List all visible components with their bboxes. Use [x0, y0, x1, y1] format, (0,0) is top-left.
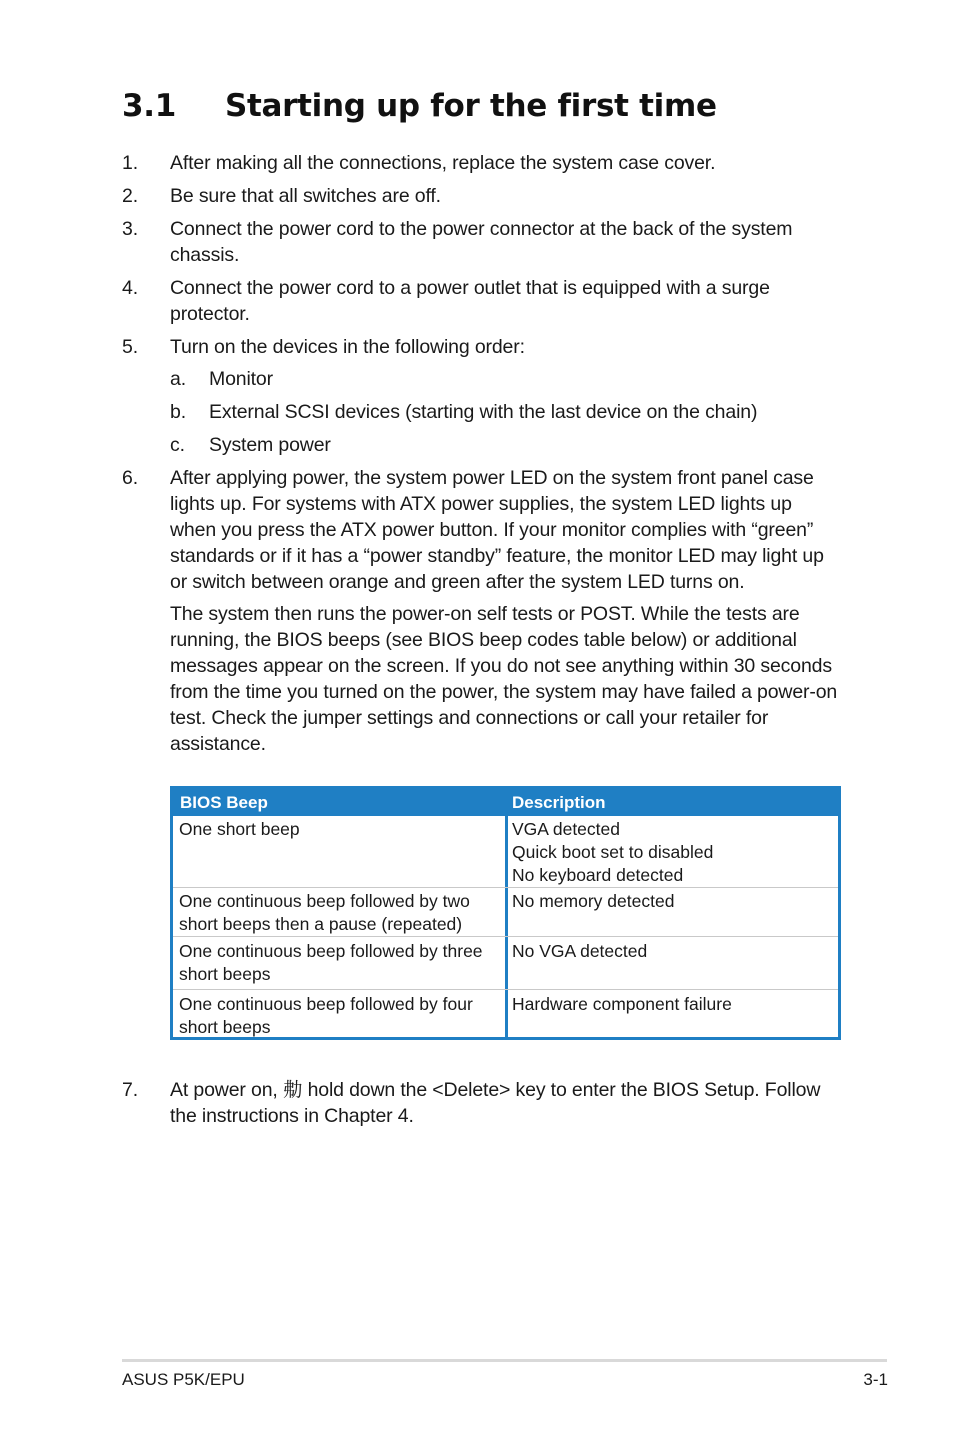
row-divider: [173, 989, 838, 990]
step-number: 3.: [122, 218, 138, 240]
step-text: After applying power, the system power LED on the system front panel case lights up. For systems with ATX power supplies, the system LED lights up when you press the ATX power button. If your monitor complies with “green” standards or if it has a “power standby” feature, the monitor LED may light up or switch between orange and green after the system LED turns on.: [170, 467, 824, 593]
step-text: After making all the connections, replace the system case cover.: [170, 152, 716, 174]
footer-page-number: 3-1: [863, 1370, 888, 1389]
step-number: 4.: [122, 277, 138, 299]
section-heading: Starting up for the first time: [225, 88, 717, 124]
column-divider: [505, 816, 508, 1040]
table-header: [173, 789, 838, 816]
step-text: Be sure that all switches are off.: [170, 185, 441, 207]
step-text: At power on, 㔗 hold down the <Delete> key to enter the BIOS Setup. Follow the instructions in Chapter 4.: [170, 1079, 821, 1127]
row-divider: [173, 936, 838, 937]
row-divider: [173, 887, 838, 888]
step-text: Connect the power cord to the power connector at the back of the system chassis.: [170, 218, 793, 266]
section-number: 3.1: [122, 88, 177, 124]
row-4-beep: One continuous beep followed by four short beeps: [179, 994, 473, 1037]
header-description: Description: [512, 793, 606, 812]
row-3-description: No VGA detected: [512, 941, 648, 961]
step-number: 2.: [122, 185, 138, 207]
step-number: 5.: [122, 336, 138, 358]
substep-text: System power: [209, 434, 331, 456]
footer-product: ASUS P5K/EPU: [122, 1370, 245, 1389]
substep-letter: a.: [170, 368, 186, 390]
row-1-description: VGA detected Quick boot set to disabled No keyboard detected: [512, 819, 714, 885]
step-text: Connect the power cord to a power outlet that is equipped with a surge protector.: [170, 277, 770, 325]
row-2-beep: One continuous beep followed by two short beeps then a pause (repeated): [179, 891, 470, 934]
substep-letter: b.: [170, 401, 186, 423]
section-title: [122, 88, 717, 124]
post-paragraph: The system then runs the power-on self tests or POST. While the tests are running, the BIOS beeps (see BIOS beep codes table below) or additional messages appear on the screen. If you do not see anything within 30 seconds from the time you turned on the power, the system may have failed a power-on test. Check the jumper settings and connections or call your retailer for assistance.: [170, 603, 838, 755]
step-number: 1.: [122, 152, 138, 174]
row-1-beep: One short beep: [179, 819, 300, 839]
bios-beep-table: [170, 786, 841, 1040]
step-text: Turn on the devices in the following order:: [170, 336, 525, 358]
step-number: 7.: [122, 1079, 138, 1101]
row-2-description: No memory detected: [512, 891, 675, 911]
substep-text: Monitor: [209, 368, 273, 390]
footer-divider: [122, 1359, 887, 1362]
header-bios-beep: BIOS Beep: [180, 793, 268, 812]
step-number: 6.: [122, 467, 138, 489]
row-4-description: Hardware component failure: [512, 994, 732, 1014]
substep-letter: c.: [170, 434, 185, 456]
substep-text: External SCSI devices (starting with the last device on the chain): [209, 401, 758, 423]
row-3-beep: One continuous beep followed by three short beeps: [179, 941, 483, 984]
